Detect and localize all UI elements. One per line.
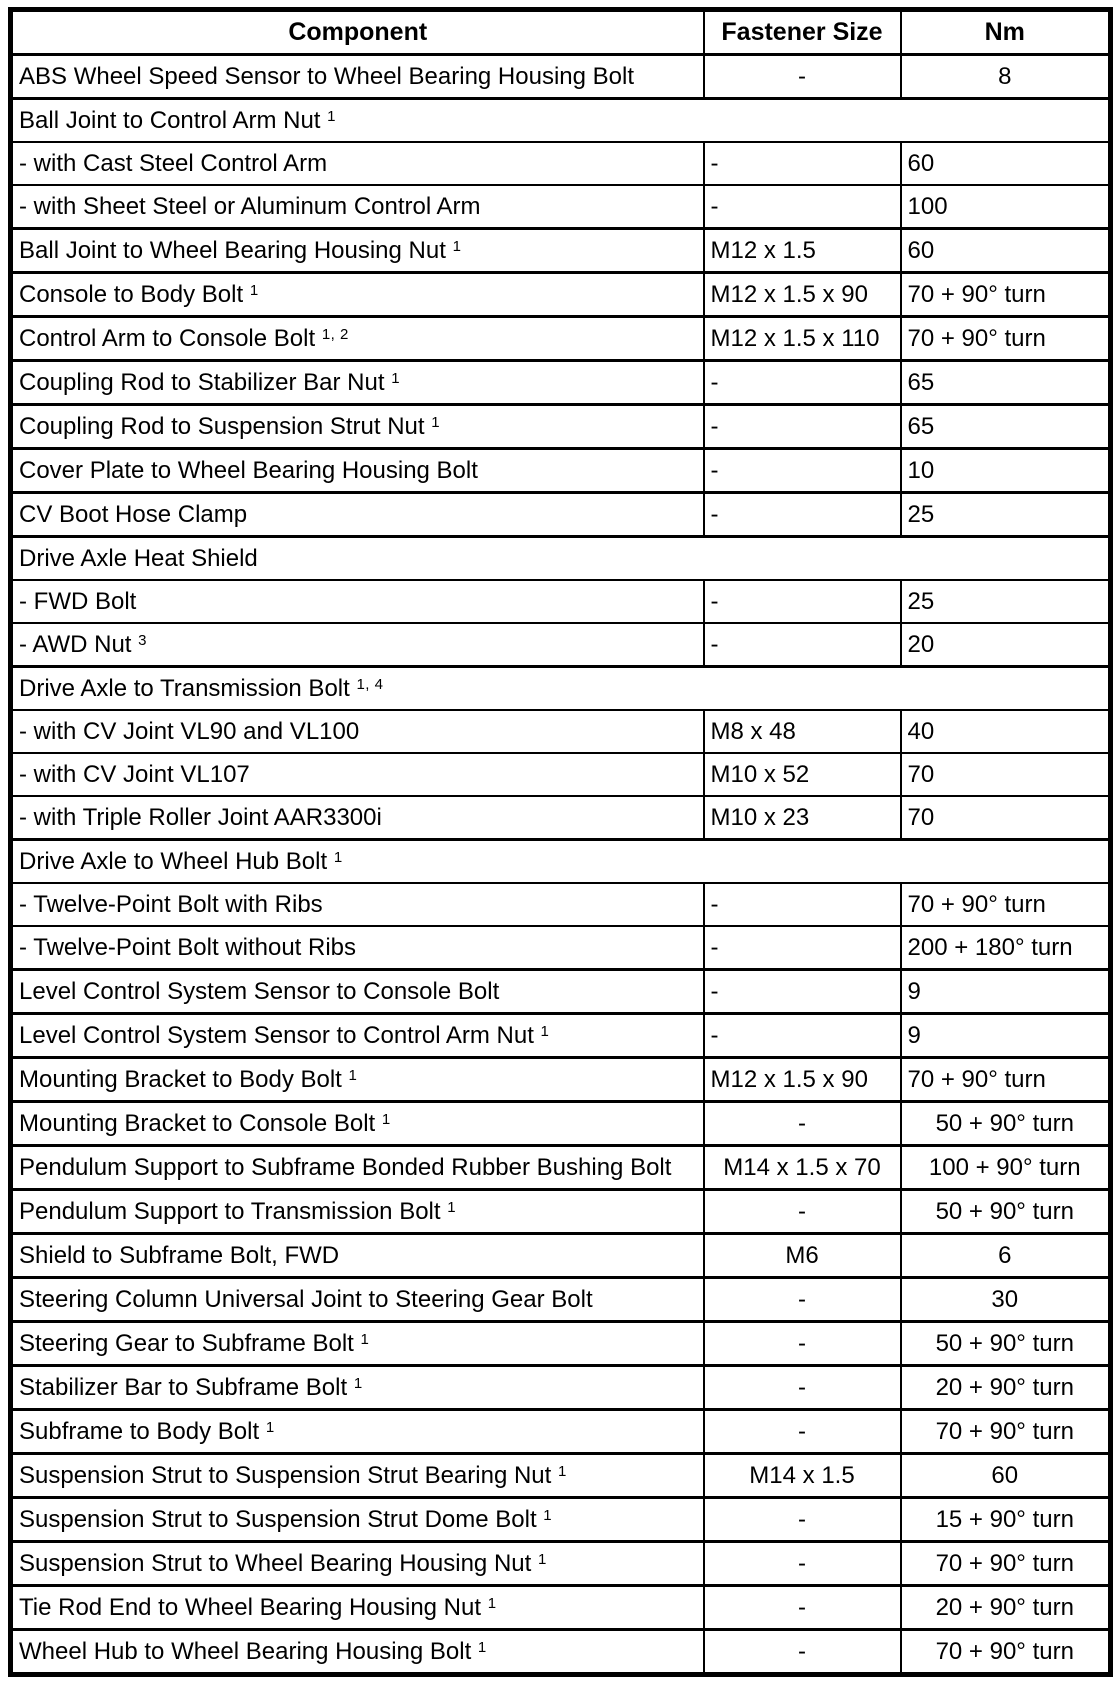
table-row <box>11 1278 1111 1322</box>
component-cell: Ball Joint to Control Arm Nut $^1$ <box>11 99 1111 143</box>
column-header-nm: Nm <box>901 10 1111 55</box>
fastener-size-cell: - <box>704 185 901 229</box>
nm-cell: 25 <box>901 493 1111 537</box>
component-cell: Mounting Bracket to Body Bolt $^1$ <box>11 1058 704 1102</box>
fastener-size-cell: - <box>704 55 901 99</box>
table-row <box>11 753 1111 796</box>
fastener-size-cell: - <box>704 1278 901 1322</box>
footnote-marker: 1 <box>348 1067 358 1084</box>
component-cell: CV Boot Hose Clamp <box>11 493 704 537</box>
fastener-size-cell: M12 x 1.5 x 90 <box>704 1058 901 1102</box>
fastener-size-cell: - <box>704 405 901 449</box>
nm-cell: 6 <box>901 1234 1111 1278</box>
component-cell: Suspension Strut to Wheel Bearing Housing Nut $^1$ <box>11 1542 704 1586</box>
column-header-fastener-size: Fastener Size <box>704 10 901 55</box>
component-cell: Control Arm to Console Bolt $^{1, 2}$ <box>11 317 704 361</box>
fastener-size-cell: - <box>704 361 901 405</box>
component-cell: - FWD Bolt <box>11 580 704 623</box>
component-cell: Drive Axle to Transmission Bolt $^{1, 4}$ <box>11 667 1111 711</box>
footnote-marker: 1 <box>391 370 401 387</box>
table-row <box>11 926 1111 970</box>
table-row <box>11 1454 1111 1498</box>
table-row <box>11 1102 1111 1146</box>
fastener-size-cell: M14 x 1.5 x 70 <box>704 1146 901 1190</box>
footnote-marker: 3 <box>138 632 147 649</box>
footnote-marker: 1 <box>431 414 441 431</box>
nm-cell: 70 + 90° turn <box>901 273 1111 317</box>
nm-cell: 60 <box>901 229 1111 273</box>
nm-cell: 10 <box>901 449 1111 493</box>
table-row <box>11 1542 1111 1586</box>
fastener-size-cell: - <box>704 1366 901 1410</box>
component-cell: Coupling Rod to Stabilizer Bar Nut $^1$ <box>11 361 704 405</box>
footnote-marker: 1 <box>537 1551 547 1568</box>
nm-cell: 30 <box>901 1278 1111 1322</box>
nm-cell: 50 + 90° turn <box>901 1322 1111 1366</box>
component-cell: Ball Joint to Wheel Bearing Housing Nut $^1$ <box>11 229 704 273</box>
component-cell: - with Sheet Steel or Aluminum Control Arm <box>11 185 704 229</box>
nm-cell: 65 <box>901 405 1111 449</box>
component-cell: - Twelve-Point Bolt with Ribs <box>11 883 704 926</box>
fastener-size-cell: - <box>704 1322 901 1366</box>
table-row <box>11 142 1111 185</box>
fastener-size-cell: - <box>704 142 901 185</box>
component-cell: - Twelve-Point Bolt without Ribs <box>11 926 704 970</box>
table-row <box>11 1014 1111 1058</box>
footnote-marker: 1 <box>452 238 462 255</box>
fastener-size-cell: - <box>704 449 901 493</box>
fastener-size-cell: M14 x 1.5 <box>704 1454 901 1498</box>
fastener-size-cell: - <box>704 1630 901 1675</box>
fastener-size-cell: M12 x 1.5 x 110 <box>704 317 901 361</box>
table-group-row <box>11 537 1111 581</box>
component-cell: Steering Gear to Subframe Bolt $^1$ <box>11 1322 704 1366</box>
fastener-size-cell: - <box>704 623 901 667</box>
table-row <box>11 317 1111 361</box>
nm-cell: 60 <box>901 142 1111 185</box>
table-body <box>11 55 1111 1675</box>
fastener-size-cell: M12 x 1.5 <box>704 229 901 273</box>
footnote-marker: 1 <box>543 1507 553 1524</box>
component-cell: Console to Body Bolt $^1$ <box>11 273 704 317</box>
table-row <box>11 883 1111 926</box>
torque-spec-table <box>8 7 1113 1677</box>
component-cell: Suspension Strut to Suspension Strut Dome Bolt $^1$ <box>11 1498 704 1542</box>
nm-cell: 9 <box>901 1014 1111 1058</box>
table-row <box>11 1630 1111 1675</box>
fastener-size-cell: - <box>704 1190 901 1234</box>
table-row <box>11 361 1111 405</box>
header-row <box>11 10 1111 55</box>
fastener-size-cell: M10 x 23 <box>704 796 901 840</box>
component-cell: Coupling Rod to Suspension Strut Nut $^1$ <box>11 405 704 449</box>
fastener-size-cell: - <box>704 1542 901 1586</box>
nm-cell: 100 <box>901 185 1111 229</box>
component-cell: - with Triple Roller Joint AAR3300i <box>11 796 704 840</box>
table-group-row <box>11 99 1111 143</box>
component-cell: Mounting Bracket to Console Bolt $^1$ <box>11 1102 704 1146</box>
nm-cell: 70 + 90° turn <box>901 1542 1111 1586</box>
component-cell: Subframe to Body Bolt $^1$ <box>11 1410 704 1454</box>
component-cell: Tie Rod End to Wheel Bearing Housing Nut $^1$ <box>11 1586 704 1630</box>
footnote-marker: 1 <box>477 1639 487 1656</box>
component-cell: - with CV Joint VL107 <box>11 753 704 796</box>
table-row <box>11 1234 1111 1278</box>
table-row <box>11 1058 1111 1102</box>
table-row <box>11 796 1111 840</box>
fastener-size-cell: - <box>704 1102 901 1146</box>
nm-cell: 50 + 90° turn <box>901 1102 1111 1146</box>
component-cell: Cover Plate to Wheel Bearing Housing Bolt <box>11 449 704 493</box>
footnote-marker: 1, 2 <box>321 326 349 343</box>
component-cell: ABS Wheel Speed Sensor to Wheel Bearing Housing Bolt <box>11 55 704 99</box>
table-row <box>11 1410 1111 1454</box>
table-row <box>11 229 1111 273</box>
nm-cell: 65 <box>901 361 1111 405</box>
component-cell: Level Control System Sensor to Control Arm Nut $^1$ <box>11 1014 704 1058</box>
footnote-marker: 1 <box>447 1199 457 1216</box>
table-group-row <box>11 840 1111 884</box>
nm-cell: 25 <box>901 580 1111 623</box>
fastener-size-cell: - <box>704 1410 901 1454</box>
table-row <box>11 1190 1111 1234</box>
nm-cell: 70 + 90° turn <box>901 1410 1111 1454</box>
nm-cell: 200 + 180° turn <box>901 926 1111 970</box>
nm-cell: 100 + 90° turn <box>901 1146 1111 1190</box>
component-cell: - AWD Nut $^3$ <box>11 623 704 667</box>
fastener-size-cell: - <box>704 1498 901 1542</box>
table-row <box>11 1146 1111 1190</box>
component-cell: - with Cast Steel Control Arm <box>11 142 704 185</box>
nm-cell: 70 <box>901 796 1111 840</box>
fastener-size-cell: - <box>704 970 901 1014</box>
footnote-marker: 1 <box>353 1375 363 1392</box>
table-row <box>11 405 1111 449</box>
footnote-marker: 1 <box>249 282 259 299</box>
nm-cell: 60 <box>901 1454 1111 1498</box>
table-header <box>11 10 1111 55</box>
fastener-size-cell: - <box>704 580 901 623</box>
table-row <box>11 273 1111 317</box>
table-row <box>11 623 1111 667</box>
component-cell: Drive Axle to Wheel Hub Bolt $^1$ <box>11 840 1111 884</box>
table-row <box>11 970 1111 1014</box>
table-row <box>11 185 1111 229</box>
footnote-marker: 1 <box>265 1419 275 1436</box>
column-header-component: Component <box>11 10 704 55</box>
table-group-row <box>11 667 1111 711</box>
footnote-marker: 1 <box>540 1023 550 1040</box>
footnote-marker: 1 <box>487 1595 497 1612</box>
fastener-size-cell: - <box>704 1014 901 1058</box>
nm-cell: 70 + 90° turn <box>901 317 1111 361</box>
component-cell: Stabilizer Bar to Subframe Bolt $^1$ <box>11 1366 704 1410</box>
component-cell: Wheel Hub to Wheel Bearing Housing Bolt $^1$ <box>11 1630 704 1675</box>
component-cell: - with CV Joint VL90 and VL100 <box>11 710 704 753</box>
component-cell: Pendulum Support to Transmission Bolt $^1$ <box>11 1190 704 1234</box>
fastener-size-cell: M10 x 52 <box>704 753 901 796</box>
footnote-marker: 1 <box>381 1111 391 1128</box>
nm-cell: 70 + 90° turn <box>901 1058 1111 1102</box>
nm-cell: 70 + 90° turn <box>901 1630 1111 1675</box>
fastener-size-cell: - <box>704 883 901 926</box>
table-row <box>11 1586 1111 1630</box>
nm-cell: 20 + 90° turn <box>901 1586 1111 1630</box>
footnote-marker: 1 <box>360 1331 370 1348</box>
component-cell: Pendulum Support to Subframe Bonded Rubber Bushing Bolt <box>11 1146 704 1190</box>
table-row <box>11 710 1111 753</box>
table-row <box>11 1366 1111 1410</box>
footnote-marker: 1 <box>333 849 343 866</box>
footnote-marker: 1 <box>557 1463 567 1480</box>
table-row <box>11 449 1111 493</box>
nm-cell: 15 + 90° turn <box>901 1498 1111 1542</box>
nm-cell: 70 + 90° turn <box>901 883 1111 926</box>
fastener-size-cell: M8 x 48 <box>704 710 901 753</box>
nm-cell: 20 + 90° turn <box>901 1366 1111 1410</box>
nm-cell: 8 <box>901 55 1111 99</box>
component-cell: Drive Axle Heat Shield <box>11 537 1111 581</box>
footnote-marker: 1 <box>327 108 336 125</box>
component-cell: Level Control System Sensor to Console Bolt <box>11 970 704 1014</box>
table-row <box>11 55 1111 99</box>
table-row <box>11 580 1111 623</box>
fastener-size-cell: M6 <box>704 1234 901 1278</box>
table-row <box>11 493 1111 537</box>
fastener-size-cell: - <box>704 493 901 537</box>
fastener-size-cell: M12 x 1.5 x 90 <box>704 273 901 317</box>
component-cell: Suspension Strut to Suspension Strut Bearing Nut $^1$ <box>11 1454 704 1498</box>
fastener-size-cell: - <box>704 1586 901 1630</box>
nm-cell: 40 <box>901 710 1111 753</box>
table-row <box>11 1498 1111 1542</box>
nm-cell: 70 <box>901 753 1111 796</box>
component-cell: Steering Column Universal Joint to Steering Gear Bolt <box>11 1278 704 1322</box>
footnote-marker: 1, 4 <box>356 676 384 693</box>
nm-cell: 50 + 90° turn <box>901 1190 1111 1234</box>
nm-cell: 9 <box>901 970 1111 1014</box>
nm-cell: 20 <box>901 623 1111 667</box>
component-cell: Shield to Subframe Bolt, FWD <box>11 1234 704 1278</box>
fastener-size-cell: - <box>704 926 901 970</box>
table-row <box>11 1322 1111 1366</box>
